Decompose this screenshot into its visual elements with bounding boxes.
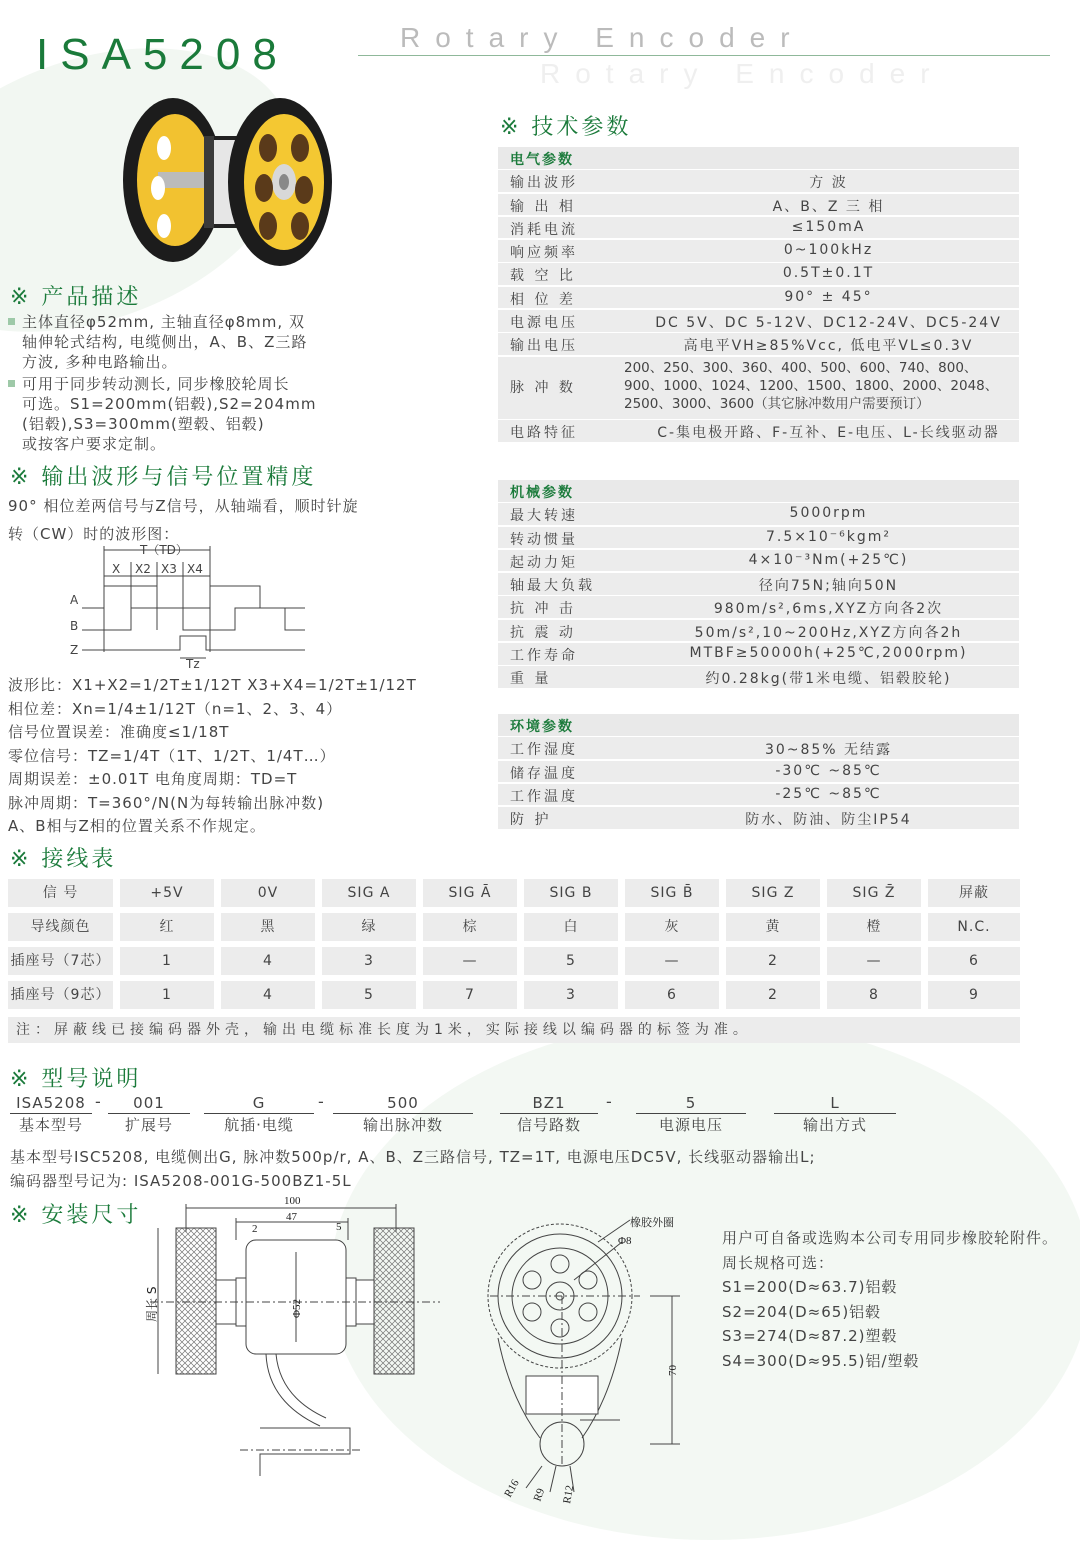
svg-text:R12: R12: [561, 1484, 577, 1505]
wiring-cell: 棕: [423, 913, 517, 941]
svg-text:Tz: Tz: [186, 657, 200, 670]
wiring-cell: 黄: [726, 913, 820, 941]
spec-row: 储存温度 -30℃ ~85℃: [498, 761, 1019, 783]
wiring-cell: 4: [221, 947, 315, 975]
spec-row: 最大转速 5000rpm: [498, 503, 1019, 525]
wiring-cell: 黑: [221, 913, 315, 941]
wiring-cell: 3: [322, 947, 416, 975]
spec-row: 抗 震 动 50m/s²,10~200Hz,XYZ方向各2h: [498, 620, 1019, 642]
spec-row-pulse: 脉 冲 数 200、250、300、360、400、500、600、740、800、 900、1000、1024、1200、1500、1800、2000、2048、 2500、3000、3600（其它脉冲数用户需要预订）: [498, 357, 1019, 419]
wiring-cell: 6: [928, 947, 1020, 975]
front-view-drawing: [480, 1208, 710, 1508]
wiring-header-cell: 屏蔽: [928, 879, 1020, 907]
spec-row: 工作湿度 30~85% 无结露: [498, 737, 1019, 759]
model-code-part: G 航插·电缆: [204, 1094, 314, 1135]
wiring-header-cell: SIG Z: [726, 879, 820, 907]
spec-row: 重 量 约0.28kg(带1米电缆、铝毂胶轮): [498, 666, 1019, 688]
wiring-row: [8, 913, 1020, 941]
spec-environment: [498, 714, 1019, 830]
wiring-header-row: [8, 879, 1020, 907]
wiring-cell: 5: [322, 981, 416, 1009]
wiring-cell: 插座号（7芯）: [8, 947, 113, 975]
spec-row: 电源电压 DC 5V、DC 5-12V、DC12-24V、DC5-24V: [498, 310, 1019, 332]
spec-row: 工作寿命 MTBF≥50000h(+25℃,2000rpm): [498, 643, 1019, 665]
bullet-icon: [8, 380, 15, 387]
product-photo: [118, 96, 338, 268]
svg-text:Φ8: Φ8: [618, 1235, 632, 1247]
wiring-cell: —: [423, 947, 517, 975]
accessory-notes: 用户可自备或选购本公司专用同步橡胶轮附件。 周长规格可选： S1=200(D≈63.7)铝毂 S2=204(D≈65)铝毂 S3=274(D≈87.2)塑毂 S4=300(D≈95.5)铝/塑毂: [722, 1229, 1059, 1370]
wiring-cell: 灰: [625, 913, 719, 941]
wiring-cell: 橙: [827, 913, 921, 941]
svg-text:橡胶外圈: 橡胶外圈: [630, 1216, 674, 1229]
svg-text:100: 100: [284, 1195, 301, 1207]
model-code-part: 500 输出脉冲数: [333, 1094, 473, 1135]
wiring-cell: —: [625, 947, 719, 975]
svg-text:A: A: [70, 593, 79, 607]
spec-row: 输 出 相 A、B、Z 三 相: [498, 194, 1019, 216]
spec-electrical: [498, 147, 1019, 444]
waveform-notes: 波形比：X1+X2=1/2T±1/12T X3+X4=1/2T±1/12T 相位差：Xn=1/4±1/12T（n=1、2、3、4） 信号位置误差：准确度≤1/18T 零位信号：TZ=1/4T（1T、1/2T、1/4T…） 周期误差：±0.01T 电角度周期：TD=T 脉冲周期：T=360°/N(N为每转输出脉冲数) A、B相与Z相的位置关系不作规定。: [8, 676, 417, 835]
wiring-row: [8, 981, 1020, 1009]
spec-row: 起动力矩 4×10⁻³Nm(+25℃): [498, 550, 1019, 572]
wiring-cell: 1: [120, 947, 214, 975]
spec-row: 轴最大负载 径向75N;轴向50N: [498, 573, 1019, 595]
spec-row: 输出电压 高电平VH≥85%Vcc, 低电平VL≤0.3V: [498, 333, 1019, 355]
wiring-row: [8, 947, 1020, 975]
spec-row: 电路特征 C-集电极开路、F-互补、E-电压、L-长线驱动器: [498, 420, 1019, 442]
model-title: ISA5208: [36, 30, 289, 79]
model-code-dash: -: [95, 1092, 101, 1111]
wiring-cell: 5: [524, 947, 618, 975]
spec-row: 相 位 差 90° ± 45°: [498, 287, 1019, 309]
wiring-cell: 6: [625, 981, 719, 1009]
wiring-header-cell: SIG Z̄: [827, 879, 921, 907]
svg-text:47: 47: [286, 1211, 297, 1223]
spec-mechanical: [498, 480, 1019, 690]
svg-text:2: 2: [252, 1223, 258, 1235]
model-code-part: ISA5208 基本型号: [10, 1094, 92, 1135]
section-title-tech: ※ 技术参数: [500, 115, 632, 140]
spec-row: 消耗电流 ≤150mA: [498, 217, 1019, 239]
svg-text:X2: X2: [135, 562, 151, 576]
wiring-cell: 2: [726, 981, 820, 1009]
wiring-header-cell: 0V: [221, 879, 315, 907]
waveform-intro: 90° 相位差两信号与Z信号，从轴端看，顺时针旋 转（CW）时的波形图：: [8, 497, 359, 543]
wiring-header-cell: SIG A: [322, 879, 416, 907]
section-title-wiring: ※ 接线表: [10, 847, 117, 872]
wiring-cell: 9: [928, 981, 1020, 1009]
wiring-cell: 白: [524, 913, 618, 941]
svg-text:R9: R9: [531, 1486, 548, 1504]
wiring-note: 注：屏蔽线已接编码器外壳，输出电缆标准长度为1米，实际接线以编码器的标签为准。: [8, 1017, 1020, 1043]
wiring-table: [8, 879, 1020, 1015]
wiring-cell: 8: [827, 981, 921, 1009]
wiring-cell: 插座号（9芯）: [8, 981, 113, 1009]
section-title-mounting: ※ 安装尺寸: [10, 1203, 142, 1228]
svg-text:Φ52: Φ52: [291, 1298, 303, 1318]
spec-row: 抗 冲 击 980m/s²,6ms,XYZ方向各2次: [498, 596, 1019, 618]
section-title-waveform: ※ 输出波形与信号位置精度: [10, 465, 317, 490]
section-title-model: ※ 型号说明: [10, 1067, 142, 1092]
spec-row: 载 空 比 0.5T±0.1T: [498, 263, 1019, 285]
wiring-header-cell: SIG B: [524, 879, 618, 907]
wiring-header-cell: 信 号: [8, 879, 113, 907]
svg-text:X4: X4: [187, 562, 203, 576]
model-code-part: BZ1 信号路数: [500, 1094, 598, 1135]
wiring-cell: 导线颜色: [8, 913, 113, 941]
subtitle-shadow: Rotary Encoder: [540, 58, 945, 89]
model-code-dash: -: [606, 1092, 612, 1111]
wiring-cell: —: [827, 947, 921, 975]
wiring-cell: 2: [726, 947, 820, 975]
spec-group-header: 环境参数: [498, 714, 1019, 736]
spec-row: 工作温度 -25℃ ~85℃: [498, 784, 1019, 806]
svg-text:周长 S: 周长 S: [145, 1286, 159, 1322]
spec-row: 响应频率 0~100kHz: [498, 240, 1019, 262]
model-code-part: 001 扩展号: [108, 1094, 190, 1135]
model-code-example: 基本型号ISC5208, 电缆侧出G, 脉冲数500p/r, A、B、Z三路信号, TZ=1T, 电源电压DC5V, 长线驱动器输出L; 编码器型号记为: ISA5208-001G-500BZ1-5L: [10, 1148, 816, 1190]
wiring-cell: 红: [120, 913, 214, 941]
svg-text:X: X: [112, 562, 121, 576]
spec-group-header: 机械参数: [498, 480, 1019, 502]
header-rule: [358, 55, 1050, 56]
svg-text:T（TD）: T（TD）: [140, 543, 188, 557]
subtitle: Rotary Encoder: [400, 22, 805, 53]
description-bullet-1: 主体直径φ52mm, 主轴直径φ8mm, 双 轴伸轮式结构, 电缆侧出，A、B、Z三路 方波, 多种电路输出。: [8, 312, 307, 372]
wiring-cell: 7: [423, 981, 517, 1009]
wiring-cell: 3: [524, 981, 618, 1009]
description-bullet-2: 可用于同步转动测长, 同步橡胶轮周长 可选。S1=200mm(铝毂),S2=204mm (铝毂),S3=300mm(塑毂、铝毂) 或按客户要求定制。: [8, 374, 316, 454]
wiring-header-cell: +5V: [120, 879, 214, 907]
wiring-cell: 绿: [322, 913, 416, 941]
model-code-dash: -: [318, 1092, 324, 1111]
waveform-diagram: [60, 540, 320, 670]
wiring-cell: N.C.: [928, 913, 1020, 941]
wiring-header-cell: SIG Ā: [423, 879, 517, 907]
section-title-description: ※ 产品描述: [10, 285, 142, 310]
svg-text:B: B: [70, 619, 79, 633]
model-code-part: L 输出方式: [774, 1094, 896, 1135]
svg-text:X3: X3: [161, 562, 177, 576]
svg-text:Z: Z: [70, 643, 79, 657]
wiring-cell: 1: [120, 981, 214, 1009]
wiring-header-cell: SIG B̄: [625, 879, 719, 907]
spec-row: 输出波形 方 波: [498, 170, 1019, 192]
side-view-drawing: [140, 1192, 460, 1492]
spec-group-header: 电气参数: [498, 147, 1019, 169]
svg-text:70: 70: [667, 1365, 679, 1376]
bullet-icon: [8, 318, 15, 325]
spec-row: 转动惯量 7.5×10⁻⁶kgm²: [498, 527, 1019, 549]
model-code-part: 5 电源电压: [636, 1094, 746, 1135]
svg-text:R16: R16: [502, 1477, 522, 1500]
svg-text:5: 5: [336, 1221, 342, 1233]
spec-row: 防 护 防水、防油、防尘IP54: [498, 807, 1019, 829]
wiring-cell: 4: [221, 981, 315, 1009]
